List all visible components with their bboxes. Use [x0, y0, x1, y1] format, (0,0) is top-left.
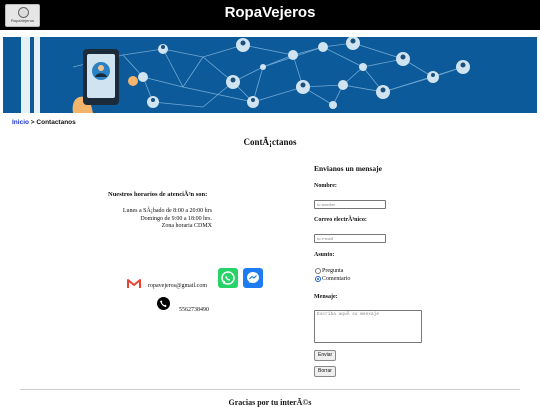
contact-email[interactable]: ropavejeros@gmail.com [148, 283, 208, 289]
message-textarea[interactable]: Escriba aquÃ su mensaje [314, 310, 422, 343]
hours-weekday: Lunes a SÃ¡bado de 8:00 a 20:00 hrs [122, 208, 212, 214]
radio-comentario-button[interactable] [315, 276, 321, 282]
site-title: RopaVejeros [224, 4, 316, 21]
hours-block [108, 208, 212, 231]
logo-text: RopaVejeros [11, 18, 34, 23]
breadcrumb [12, 119, 76, 126]
thanks-text: Gracias por tu interÃ©s [228, 398, 312, 407]
radio-pregunta-button[interactable] [315, 268, 321, 274]
breadcrumb-home-link[interactable]: Inicio [12, 119, 29, 126]
breadcrumb-separator: > [28, 119, 37, 126]
hours-title: Nuestros horarios de atenciÃ³n son: [108, 191, 208, 198]
radio-pregunta-label: Pregunta [322, 268, 344, 274]
footer-divider [20, 389, 520, 390]
name-label: Nombre: [314, 183, 337, 189]
page-title: ContÃ¡ctanos [243, 137, 297, 147]
radio-comentario[interactable] [315, 276, 350, 282]
network-illustration [3, 37, 537, 113]
form-title: Envianos un mensaje [314, 164, 382, 173]
contact-phone[interactable]: 5562738490 [179, 307, 209, 313]
gmail-icon[interactable] [127, 278, 141, 289]
clear-button[interactable]: Borrar [314, 366, 336, 377]
whatsapp-icon[interactable] [218, 268, 238, 288]
name-input[interactable]: tu nombre [314, 200, 386, 209]
radio-comentario-label: Comentario [322, 276, 351, 282]
email-label: Correo electrÃ³nico: [314, 217, 367, 223]
hours-sunday: Domingo de 9:00 a 18:00 hrs. [140, 215, 212, 222]
breadcrumb-current: Contactanos [36, 119, 76, 126]
hero-banner [3, 37, 537, 113]
hours-timezone: Zona horaria CDMX [161, 223, 212, 229]
phone-icon[interactable] [157, 297, 170, 310]
subject-label: Asunto: [314, 252, 335, 258]
email-input[interactable]: tu e-mail [314, 234, 386, 243]
message-label: Mensaje: [314, 294, 338, 300]
messenger-icon[interactable] [243, 268, 263, 288]
send-button[interactable]: Enviar [314, 350, 336, 361]
radio-pregunta[interactable] [315, 268, 343, 274]
top-header [0, 0, 540, 30]
